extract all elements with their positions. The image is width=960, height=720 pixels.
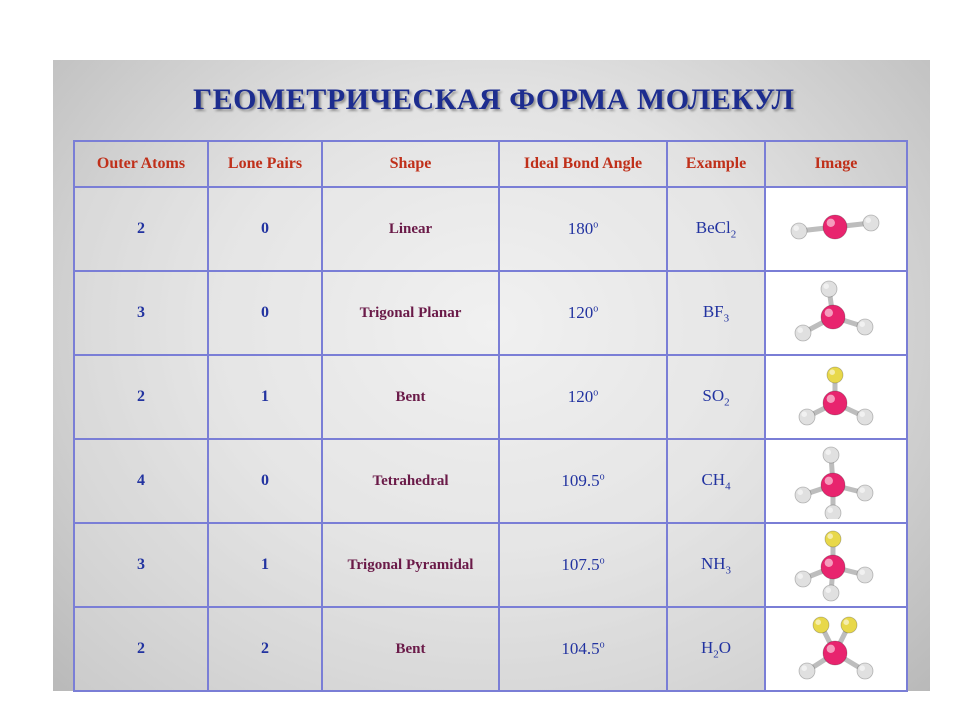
bond-angle-value: 107.5 <box>561 555 600 574</box>
linear-molecule-icon <box>766 191 906 267</box>
example-formula-subscript: 3 <box>723 312 730 325</box>
example-cell <box>667 355 765 439</box>
shape-cell: Bent <box>322 355 499 439</box>
header-lone-pairs: Lone Pairs <box>208 141 322 187</box>
bond-angle-cell <box>499 355 667 439</box>
bond-angle-cell <box>499 439 667 523</box>
molecule-image-cell <box>765 271 907 355</box>
lone-pairs-cell: 0 <box>208 439 322 523</box>
bond-angle-cell <box>499 523 667 607</box>
molecule-image-cell <box>765 607 907 691</box>
bond-angle-unit: o <box>593 303 599 315</box>
table-header-row <box>74 141 907 187</box>
table-row <box>74 523 907 607</box>
outer-atoms-cell: 2 <box>74 607 208 691</box>
example-formula-base: CH <box>701 469 726 489</box>
bond-angle-unit: o <box>599 639 605 651</box>
example-formula-base: SO <box>702 385 725 405</box>
trigonal-planar-molecule-icon <box>766 275 906 351</box>
lone-pairs-cell: 0 <box>208 187 322 271</box>
example-formula-subscript: 3 <box>725 564 732 577</box>
page-title: ГЕОМЕТРИЧЕСКАЯ ФОРМА МОЛЕКУЛ <box>193 83 795 116</box>
bond-angle-cell <box>499 271 667 355</box>
example-cell <box>667 523 765 607</box>
table-row <box>74 187 907 271</box>
example-formula-base: BeCl <box>695 217 731 237</box>
tetrahedral-molecule-icon <box>766 443 906 519</box>
outer-atoms-cell: 4 <box>74 439 208 523</box>
header-example: Example <box>667 141 765 187</box>
table-row <box>74 439 907 523</box>
bond-angle-unit: o <box>599 555 605 567</box>
header-image: Image <box>765 141 907 187</box>
example-cell <box>667 439 765 523</box>
example-formula-subscript: 2 <box>724 396 730 409</box>
lone-pairs-cell: 1 <box>208 523 322 607</box>
lone-pairs-cell: 2 <box>208 607 322 691</box>
shape-cell: Trigonal Planar <box>322 271 499 355</box>
bent-molecule-icon <box>766 359 906 435</box>
bond-angle-unit: o <box>599 471 605 483</box>
table-row <box>74 355 907 439</box>
molecule-image-cell <box>765 187 907 271</box>
table-row <box>74 607 907 691</box>
bond-angle-value: 104.5 <box>561 639 600 658</box>
outer-atoms-cell: 3 <box>74 271 208 355</box>
shape-cell: Linear <box>322 187 499 271</box>
molecular-geometry-table <box>73 140 908 692</box>
outer-atoms-cell: 3 <box>74 523 208 607</box>
outer-atoms-cell: 2 <box>74 355 208 439</box>
example-cell <box>667 271 765 355</box>
bond-angle-value: 180 <box>567 219 594 238</box>
shape-cell: Trigonal Pyramidal <box>322 523 499 607</box>
example-formula-base: H <box>700 637 714 657</box>
bond-angle-value: 109.5 <box>561 471 600 490</box>
bond-angle-unit: o <box>593 219 599 231</box>
lone-pairs-cell: 1 <box>208 355 322 439</box>
header-ideal-bond-angle: Ideal Bond Angle <box>499 141 667 187</box>
example-formula-subscript: 2 <box>713 648 719 661</box>
header-outer-atoms: Outer Atoms <box>74 141 208 187</box>
trigonal-pyramidal-molecule-icon <box>766 527 906 603</box>
example-formula-tail: O <box>718 637 732 657</box>
lone-pairs-cell: 0 <box>208 271 322 355</box>
example-cell <box>667 187 765 271</box>
shape-cell: Tetrahedral <box>322 439 499 523</box>
example-cell <box>667 607 765 691</box>
bond-angle-cell <box>499 187 667 271</box>
example-formula-subscript: 2 <box>730 228 737 241</box>
table-row <box>74 271 907 355</box>
bond-angle-cell <box>499 607 667 691</box>
header-shape: Shape <box>322 141 499 187</box>
bond-angle-value: 120 <box>567 387 594 406</box>
example-formula-base: BF <box>702 301 724 321</box>
molecule-image-cell <box>765 355 907 439</box>
bond-angle-value: 120 <box>567 303 594 322</box>
outer-atoms-cell: 2 <box>74 187 208 271</box>
example-formula-subscript: 4 <box>725 480 731 493</box>
molecule-image-cell <box>765 523 907 607</box>
shape-cell: Bent <box>322 607 499 691</box>
bent-water-molecule-icon <box>766 611 906 687</box>
bond-angle-unit: o <box>593 387 599 399</box>
molecule-image-cell <box>765 439 907 523</box>
example-formula-base: NH <box>700 553 726 573</box>
